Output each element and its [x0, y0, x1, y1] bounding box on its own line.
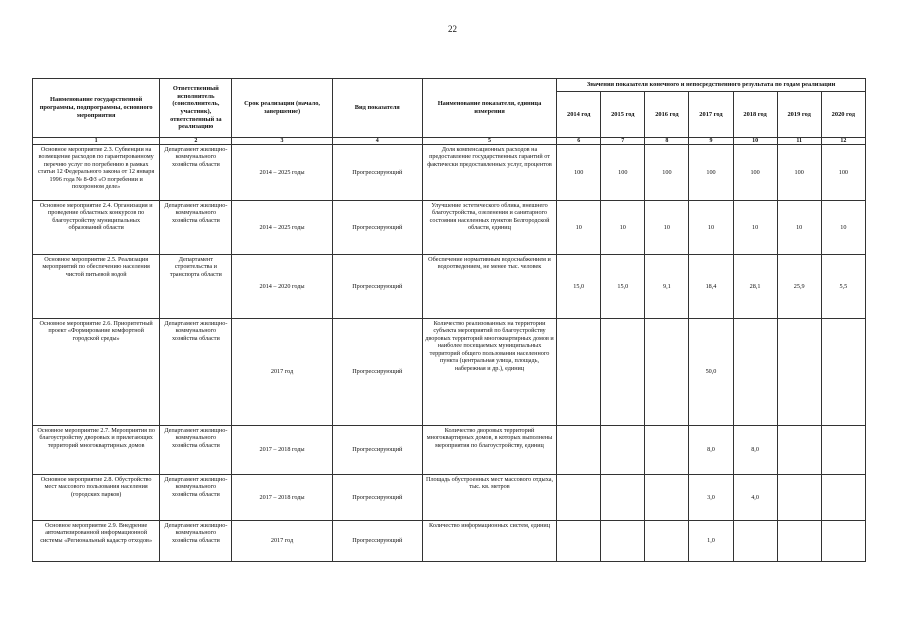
row-value: 28,1 — [733, 255, 777, 319]
row-value — [557, 521, 601, 562]
row-value: 1,0 — [689, 521, 733, 562]
row-name: Основное мероприятие 2.9. Внедрение автоматизированной информационной системы «Региональный кадастр отходов» — [33, 521, 160, 562]
page-number: 22 — [448, 24, 457, 34]
row-period: 2017 год — [232, 319, 332, 426]
table-row — [33, 201, 866, 255]
row-indicator: Улучшение эстетического облика, внешнего благоустройства, озеленения и санитарного состояния населенных пунктов Белгородской области, единиц — [422, 201, 556, 255]
row-value — [733, 521, 777, 562]
row-responsible: Департамент строительства и транспорта области — [160, 255, 232, 319]
column-number-row — [33, 138, 866, 145]
row-period: 2014 – 2020 годы — [232, 255, 332, 319]
row-value: 25,9 — [777, 255, 821, 319]
table-row — [33, 521, 866, 562]
row-value — [645, 521, 689, 562]
row-type: Прогрессирующий — [332, 201, 422, 255]
column-number: 4 — [332, 138, 422, 145]
row-value — [777, 426, 821, 475]
column-number: 12 — [821, 138, 865, 145]
row-period: 2017 – 2018 годы — [232, 426, 332, 475]
header-year: 2014 год — [557, 92, 601, 138]
row-responsible: Департамент жилищно-коммунального хозяйства области — [160, 201, 232, 255]
row-responsible: Департамент жилищно-коммунального хозяйства области — [160, 319, 232, 426]
row-value: 9,1 — [645, 255, 689, 319]
header-indicator-name: Наименование показателя, единица измерения — [422, 79, 556, 138]
column-number: 5 — [422, 138, 556, 145]
row-value — [645, 426, 689, 475]
row-value: 10 — [557, 201, 601, 255]
column-number: 1 — [33, 138, 160, 145]
row-value — [601, 426, 645, 475]
row-indicator: Обеспечение нормативным водоснабжением и водоотведением, не менее тыс. человек — [422, 255, 556, 319]
column-number: 3 — [232, 138, 332, 145]
header-year: 2018 год — [733, 92, 777, 138]
row-value: 8,0 — [733, 426, 777, 475]
header-year: 2017 год — [689, 92, 733, 138]
row-value: 18,4 — [689, 255, 733, 319]
header-period: Срок реализации (начало, завершение) — [232, 79, 332, 138]
row-name: Основное мероприятие 2.8. Обустройство мест массового пользования населения (городских парков) — [33, 475, 160, 521]
row-value — [601, 319, 645, 426]
row-period: 2017 – 2018 годы — [232, 475, 332, 521]
table-row — [33, 255, 866, 319]
row-value — [601, 475, 645, 521]
row-value: 5,5 — [821, 255, 865, 319]
row-indicator: Доля компенсационных расходов на предоставление государственных гарантий от фактически предоставленных услуг, процентов — [422, 145, 556, 201]
header-year: 2020 год — [821, 92, 865, 138]
row-value: 50,0 — [689, 319, 733, 426]
row-value: 10 — [733, 201, 777, 255]
row-type: Прогрессирующий — [332, 426, 422, 475]
row-value — [821, 475, 865, 521]
column-number: 10 — [733, 138, 777, 145]
row-value: 100 — [689, 145, 733, 201]
row-responsible: Департамент жилищно-коммунального хозяйства области — [160, 426, 232, 475]
row-period: 2014 – 2025 годы — [232, 201, 332, 255]
row-name: Основное мероприятие 2.6. Приоритетный проект «Формирование комфортной городской среды» — [33, 319, 160, 426]
row-type: Прогрессирующий — [332, 319, 422, 426]
row-name: Основное мероприятие 2.4. Организация и проведение областных конкурсов по благоустройству муниципальных образований области — [33, 201, 160, 255]
row-value: 8,0 — [689, 426, 733, 475]
header-row-top — [33, 79, 866, 92]
table-row — [33, 145, 866, 201]
row-period: 2014 – 2025 годы — [232, 145, 332, 201]
row-responsible: Департамент жилищно-коммунального хозяйства области — [160, 145, 232, 201]
row-value: 4,0 — [733, 475, 777, 521]
table-row — [33, 475, 866, 521]
column-number: 9 — [689, 138, 733, 145]
row-value: 10 — [821, 201, 865, 255]
row-indicator: Площадь обустроенных мест массового отдыха, тыс. кв. метров — [422, 475, 556, 521]
header-name: Наименование государственной программы, подпрограммы, основного мероприятия — [33, 79, 160, 138]
row-type: Прогрессирующий — [332, 521, 422, 562]
table-row — [33, 426, 866, 475]
row-name: Основное мероприятие 2.5. Реализация мероприятий по обеспечению населения чистой питьевой водой — [33, 255, 160, 319]
header-year: 2015 год — [601, 92, 645, 138]
row-value — [821, 521, 865, 562]
row-value: 100 — [557, 145, 601, 201]
row-responsible: Департамент жилищно-коммунального хозяйства области — [160, 475, 232, 521]
row-name: Основное мероприятие 2.7. Мероприятия по благоустройству дворовых и прилегающих территорий многоквартирных домов — [33, 426, 160, 475]
row-value: 10 — [777, 201, 821, 255]
indicators-table — [32, 78, 866, 562]
table-row — [33, 319, 866, 426]
column-number: 6 — [557, 138, 601, 145]
row-value: 3,0 — [689, 475, 733, 521]
row-value — [645, 319, 689, 426]
row-value: 10 — [645, 201, 689, 255]
row-value — [777, 475, 821, 521]
header-year: 2016 год — [645, 92, 689, 138]
row-value: 15,0 — [601, 255, 645, 319]
row-indicator: Количество дворовых территорий многоквартирных домов, в которых выполнены мероприятия по благоустройству, единиц — [422, 426, 556, 475]
row-value — [777, 521, 821, 562]
row-value: 100 — [601, 145, 645, 201]
row-responsible: Департамент жилищно-коммунального хозяйства области — [160, 521, 232, 562]
row-value — [645, 475, 689, 521]
row-value — [821, 426, 865, 475]
column-number: 2 — [160, 138, 232, 145]
column-number: 11 — [777, 138, 821, 145]
row-value: 100 — [733, 145, 777, 201]
row-value — [733, 319, 777, 426]
column-number: 8 — [645, 138, 689, 145]
row-type: Прогрессирующий — [332, 145, 422, 201]
row-value — [557, 475, 601, 521]
row-value: 100 — [777, 145, 821, 201]
row-name: Основное мероприятие 2.3. Субвенции на возмещение расходов по гарантированному перечню услуг по погребению в рамках статьи 12 Федерального закона от 12 января 1996 года № 8-ФЗ «О погребении и похоронном деле» — [33, 145, 160, 201]
row-period: 2017 год — [232, 521, 332, 562]
row-type: Прогрессирующий — [332, 475, 422, 521]
row-value: 100 — [645, 145, 689, 201]
row-indicator: Количество реализованных на территории субъекта мероприятий по благоустройству дворовых территорий многоквартирных домов и наиболее посещаемых муниципальных территорий общего пользования населенного пункта (центральная улица, площадь, набережная и др.), единиц — [422, 319, 556, 426]
header-indicator-type: Вид показателя — [332, 79, 422, 138]
row-value — [777, 319, 821, 426]
row-type: Прогрессирующий — [332, 255, 422, 319]
header-responsible: Ответственный исполнитель (соисполнитель, участник), ответственный за реализацию — [160, 79, 232, 138]
row-indicator: Количество информационных систем, единиц — [422, 521, 556, 562]
row-value — [601, 521, 645, 562]
header-values-group: Значения показателя конечного и непосредственного результата по годам реализации — [557, 79, 866, 92]
row-value — [557, 319, 601, 426]
row-value: 10 — [689, 201, 733, 255]
row-value: 15,0 — [557, 255, 601, 319]
row-value: 10 — [601, 201, 645, 255]
header-year: 2019 год — [777, 92, 821, 138]
row-value — [557, 426, 601, 475]
row-value: 100 — [821, 145, 865, 201]
row-value — [821, 319, 865, 426]
column-number: 7 — [601, 138, 645, 145]
